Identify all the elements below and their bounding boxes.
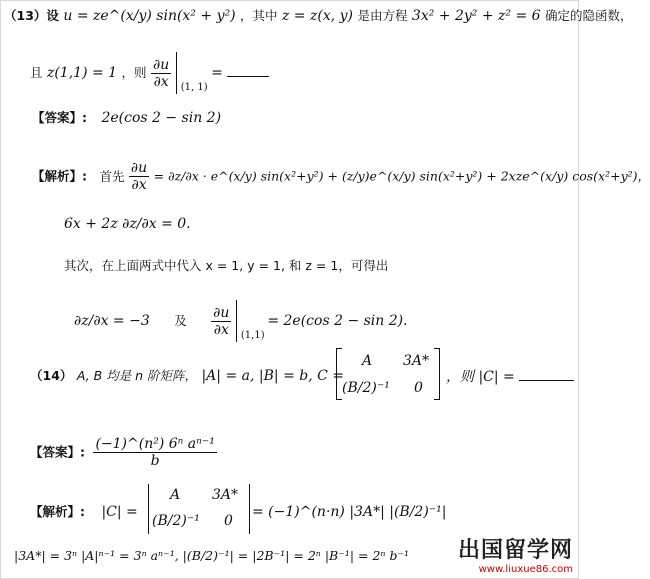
q13-mid: ，其中 bbox=[240, 8, 278, 23]
q14-analysis-line bbox=[30, 504, 138, 520]
q13-eval-point: (1, 1) bbox=[180, 82, 208, 93]
watermark bbox=[458, 533, 573, 575]
q14-det-m22: 0 bbox=[224, 513, 233, 529]
q14-prefix: （14） bbox=[30, 368, 73, 383]
q13-substitute-line bbox=[64, 258, 388, 274]
watermark-title: 出国留学网 bbox=[457, 538, 573, 563]
q13-and: 及 bbox=[174, 313, 187, 328]
q13-analysis-line bbox=[32, 160, 650, 193]
q14-final: |3A*| = 3ⁿ |A|ⁿ⁻¹ = 3ⁿ aⁿ⁻¹, |(B/2)⁻¹| = |2B⁻¹| = 2ⁿ |B⁻¹| = 2ⁿ b⁻¹ bbox=[14, 548, 410, 563]
q13-partial-u-x bbox=[151, 57, 171, 90]
partial-num: ∂u bbox=[130, 160, 148, 176]
q13-prefix: （13）设 bbox=[4, 8, 59, 23]
q14-det-m12: 3A* bbox=[212, 487, 239, 503]
q13-answer-line bbox=[32, 110, 221, 126]
q13-given-line bbox=[30, 52, 269, 94]
q14-stmt: A, B 均是 n 阶矩阵， bbox=[76, 368, 198, 383]
q13-formula: u = ze^(x/y) sin(x² + y²) bbox=[63, 8, 236, 24]
q14-m22: 0 bbox=[414, 380, 423, 396]
q14-det-right: = (−1)^(n·n) |3A*| |(B/2)⁻¹| bbox=[252, 504, 447, 520]
q13-equation: 3x² + 2y² + z² = 6 bbox=[411, 8, 541, 24]
q13-result-eval-bar bbox=[236, 300, 263, 342]
q13-analysis-label: 【解析】: bbox=[32, 168, 87, 184]
q13-given: z(1,1) = 1 bbox=[46, 65, 118, 81]
q14-answer-num: (−1)^(n²) 6ⁿ aⁿ⁻¹ bbox=[95, 436, 215, 452]
partial-den: ∂x bbox=[131, 177, 147, 193]
q14-conds: |A| = a, |B| = b, C = bbox=[201, 368, 344, 384]
q14-ask-line bbox=[446, 368, 574, 385]
q14-m11: A bbox=[362, 353, 373, 369]
q14-det-right-line bbox=[252, 504, 447, 520]
q13-implicit: 6x + 2z ∂z/∂x = 0. bbox=[64, 216, 191, 232]
q14-det-left: |C| = bbox=[101, 504, 138, 520]
q14-statement bbox=[30, 368, 344, 384]
q13-second: 其次，在上面两式中代入 x = 1, y = 1, 和 z = 1，可得出 bbox=[64, 258, 389, 273]
q13-eval-bar bbox=[176, 52, 207, 94]
q13-equals: = bbox=[211, 65, 223, 81]
q13-desc: 是由方程 bbox=[357, 8, 408, 23]
q14-answer-den: b bbox=[150, 453, 160, 469]
partial-den: ∂x bbox=[153, 73, 169, 90]
watermark-url: www.liuxue86.com bbox=[478, 564, 573, 575]
q13-zdef: z = z(x, y) bbox=[281, 8, 353, 24]
q13-line2-prefix: 且 bbox=[30, 65, 43, 80]
partial-num: ∂u bbox=[153, 56, 170, 73]
q14-ask: ，则 |C| = bbox=[446, 369, 515, 385]
q13-result-eval-point: (1,1) bbox=[240, 330, 265, 341]
partial-num: ∂u bbox=[213, 304, 230, 321]
q13-deriv: = ∂z/∂x · e^(x/y) sin(x²+y²) + (z/y)e^(x/y) sin(x²+y²) + 2xze^(x/y) cos(x²+y²)， bbox=[153, 168, 650, 184]
q13-result-b: = 2e(cos 2 − sin 2). bbox=[267, 313, 408, 329]
q13-implicit-line bbox=[64, 216, 191, 232]
q14-answer-line bbox=[30, 436, 217, 469]
q14-det-m21: (B/2)⁻¹ bbox=[152, 513, 200, 529]
q13-statement bbox=[4, 8, 633, 24]
q14-det-m11: A bbox=[170, 487, 181, 503]
q14-m12: 3A* bbox=[403, 353, 430, 369]
q13-du-dx-result bbox=[211, 305, 231, 338]
q13-result-a: ∂z/∂x = −3 bbox=[74, 313, 150, 329]
q13-answer-label: 【答案】: bbox=[32, 110, 87, 125]
q13-tail: 确定的隐函数， bbox=[545, 8, 633, 23]
q14-answer-frac bbox=[93, 436, 216, 469]
q14-analysis-label: 【解析】: bbox=[30, 504, 85, 519]
q13-answer: 2e(cos 2 − sin 2) bbox=[101, 110, 222, 126]
q14-answer-label: 【答案】: bbox=[30, 444, 85, 460]
partial-den: ∂x bbox=[213, 321, 229, 338]
q14-final-line bbox=[14, 548, 409, 564]
q13-result-line bbox=[74, 300, 408, 342]
q13-first: 首先 bbox=[99, 168, 125, 184]
q13-then: ，则 bbox=[121, 65, 147, 80]
q14-answer-blank bbox=[519, 368, 574, 381]
q14-m21: (B/2)⁻¹ bbox=[342, 380, 390, 396]
q13-du-dx bbox=[129, 160, 149, 193]
q13-answer-blank bbox=[227, 64, 269, 77]
